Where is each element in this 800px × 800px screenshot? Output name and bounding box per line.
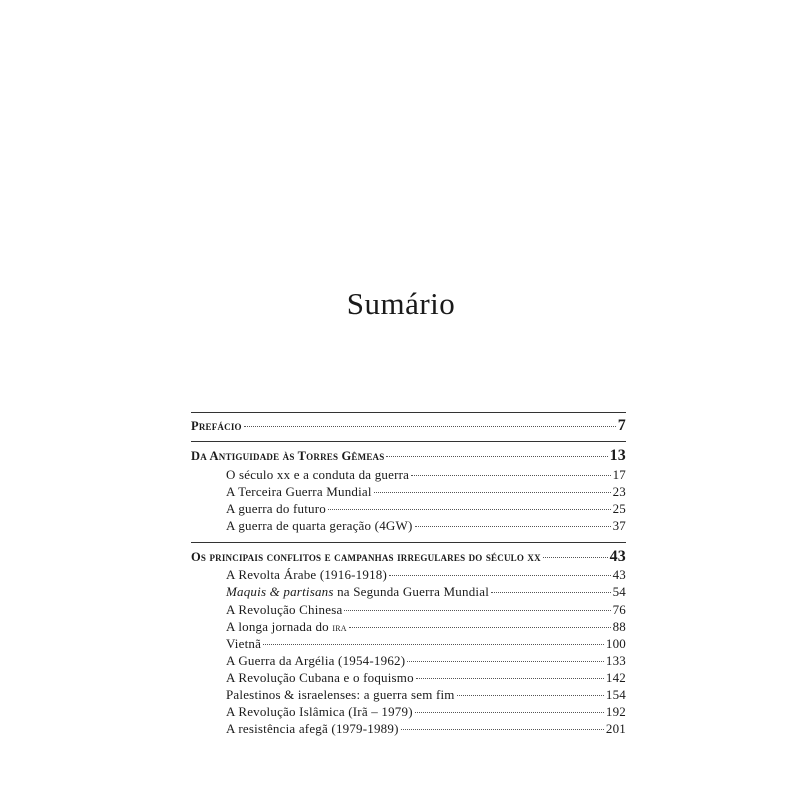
entry-label-main: A longa jornada do [226, 618, 333, 634]
divider [191, 412, 626, 413]
entry-label: A resistência afegã (1979-1989) [226, 721, 399, 737]
dot-leader [263, 644, 604, 645]
entry-page-number: 17 [612, 467, 626, 482]
toc-entry[interactable] [191, 484, 626, 501]
toc-entry[interactable] [191, 653, 626, 670]
entry-page-number: 43 [612, 567, 626, 583]
entry-label-acronym: ira [332, 619, 347, 634]
entry-label: A Revolta Árabe (1916-1918) [226, 567, 388, 583]
dot-leader [491, 592, 611, 593]
entry-label: Vietnã [226, 635, 262, 651]
page-title: Sumário [346, 286, 456, 321]
entry-page-number: 142 [605, 669, 626, 685]
entry-label: A Revolução Chinesa [226, 601, 343, 617]
table-of-contents [191, 412, 626, 738]
section-label: Os principais conflitos e campanhas irregulares do século xx [191, 550, 541, 565]
entry-label: Palestinos & israelenses: a guerra sem fim [226, 687, 455, 703]
dot-leader [401, 729, 604, 730]
toc-entry[interactable] [191, 501, 626, 518]
toc-entry[interactable] [191, 467, 626, 484]
section-page-number: 7 [617, 417, 626, 434]
dot-leader [244, 426, 616, 427]
entry-label-rest: na Segunda Guerra Mundial [333, 584, 490, 600]
toc-entry-list [191, 567, 626, 738]
dot-leader [389, 575, 611, 576]
entry-label-italic: Maquis & partisans [226, 584, 334, 600]
entry-page-number: 25 [612, 501, 626, 517]
section-label: Prefácio [191, 419, 242, 433]
dot-leader [386, 456, 607, 457]
entry-page-number: 37 [612, 518, 626, 534]
entry-label: A Terceira Guerra Mundial [226, 484, 372, 500]
entry-label: A guerra do futuro [226, 501, 326, 517]
entry-label: A Revolução Cubana e o foquismo [226, 669, 414, 685]
dot-leader [349, 627, 611, 628]
divider [191, 542, 626, 543]
dot-leader [328, 509, 611, 510]
entry-page-number: 54 [612, 584, 626, 600]
entry-page-number: 76 [612, 601, 626, 617]
entry-label: A Revolução Islâmica (Irã – 1979) [226, 704, 413, 720]
dot-leader [411, 475, 610, 476]
entry-page-number: 88 [612, 618, 626, 634]
dot-leader [416, 678, 604, 679]
entry-label [226, 584, 489, 600]
toc-entry[interactable] [191, 687, 626, 704]
toc-entry[interactable] [191, 518, 626, 535]
dot-leader [457, 695, 604, 696]
toc-entry[interactable] [191, 704, 626, 721]
toc-section-prefacio[interactable] [191, 417, 626, 435]
toc-entry[interactable] [191, 619, 626, 636]
entry-page-number: 201 [605, 721, 626, 737]
section-page-number: 13 [609, 447, 626, 464]
entry-label: A Guerra da Argélia (1954-1962) [226, 652, 406, 668]
entry-page-number: 192 [605, 704, 626, 720]
toc-entry[interactable] [191, 602, 626, 619]
toc-entry[interactable] [191, 721, 626, 738]
divider [191, 441, 626, 442]
section-page-number: 43 [609, 548, 626, 566]
entry-page-number: 23 [612, 484, 626, 500]
toc-entry[interactable] [191, 670, 626, 687]
entry-label: O século xx e a conduta da guerra [226, 467, 410, 482]
toc-section-conflitos[interactable] [191, 548, 626, 566]
entry-page-number: 133 [605, 652, 626, 668]
toc-entry[interactable] [191, 584, 626, 601]
dot-leader [543, 557, 608, 558]
dot-leader [415, 526, 611, 527]
toc-entry[interactable] [191, 567, 626, 584]
dot-leader [407, 661, 604, 662]
dot-leader [415, 712, 604, 713]
dot-leader [374, 492, 611, 493]
toc-entry[interactable] [191, 636, 626, 653]
section-label: Da Antiguidade às Torres Gêmeas [191, 449, 385, 463]
entry-label: A guerra de quarta geração (4GW) [226, 518, 413, 534]
dot-leader [344, 610, 610, 611]
toc-section-antiguidade[interactable] [191, 447, 626, 465]
toc-entry-list [191, 467, 626, 535]
entry-page-number: 154 [605, 687, 626, 703]
entry-page-number: 100 [605, 635, 626, 651]
entry-label [226, 619, 347, 635]
